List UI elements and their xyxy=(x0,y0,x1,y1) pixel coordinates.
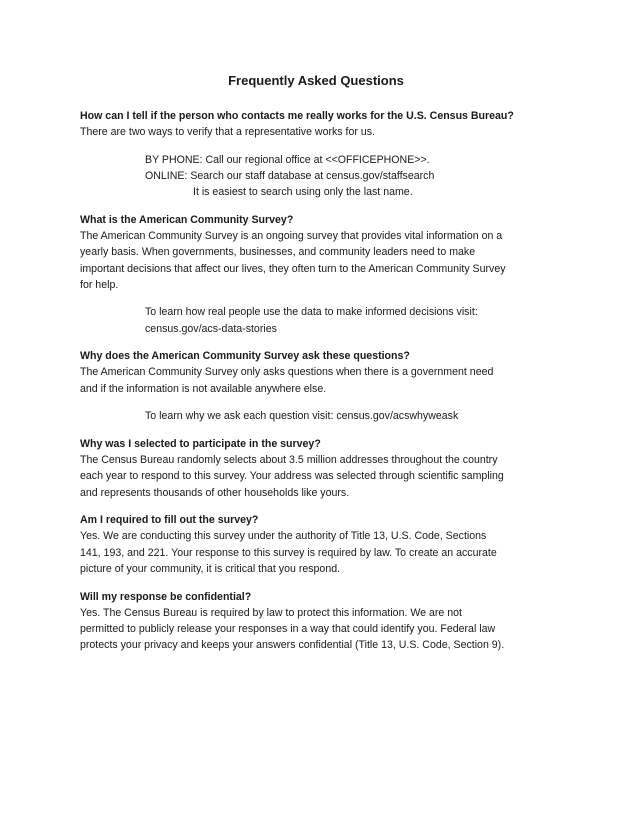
answer-line: each year to respond to this survey. Your address was selected through scientific sampling xyxy=(80,470,504,483)
question: Am I required to fill out the survey? xyxy=(80,514,259,527)
answer-line: The American Community Survey only asks questions when there is a government need xyxy=(80,366,494,379)
verify-methods xyxy=(80,152,560,201)
question: Will my response be confidential? xyxy=(80,590,252,603)
faq-item-why-questions xyxy=(80,348,560,397)
faq-item-what-is-acs xyxy=(80,212,560,293)
faq-content xyxy=(80,108,560,653)
answer-line: yearly basis. When governments, businesses, and community leaders need to make xyxy=(80,246,476,259)
answer-line: Yes. We are conducting this survey under the authority of Title 13, U.S. Code, Sections xyxy=(80,530,487,543)
answer-line: There are two ways to verify that a representative works for us. xyxy=(80,126,375,139)
answer-line: picture of your community, it is critical that you respond. xyxy=(80,562,341,575)
question: Why does the American Community Survey ask these questions? xyxy=(80,350,410,363)
answer-line: and represents thousands of other households like yours. xyxy=(80,486,350,499)
data-stories-note xyxy=(80,304,560,336)
answer-line: Yes. The Census Bureau is required by law to protect this information. We are not xyxy=(80,606,462,619)
answer-line: protects your privacy and keeps your answers confidential (Title 13, U.S. Code, Section 9). xyxy=(80,639,505,652)
answer-line: permitted to publicly release your responses in a way that could identify you. Federal law xyxy=(80,622,496,635)
why-we-ask-link[interactable]: To learn why we ask each question visit: census.gov/acswhyweask xyxy=(145,410,459,423)
search-tip: It is easiest to search using only the last name. xyxy=(193,186,413,199)
note-line: To learn how real people use the data to make informed decisions visit: xyxy=(145,306,478,319)
question: What is the American Community Survey? xyxy=(80,213,294,226)
answer-line: 141, 193, and 221. Your response to this survey is required by law. To create an accurate xyxy=(80,546,497,559)
answer-line: for help. xyxy=(80,278,119,291)
page-title: Frequently Asked Questions xyxy=(228,73,404,88)
online-method: ONLINE: Search our staff database at census.gov/staffsearch xyxy=(145,170,435,183)
phone-method: BY PHONE: Call our regional office at <<OFFICEPHONE>>. xyxy=(145,153,430,166)
answer-line: important decisions that affect our lives, they often turn to the American Community Survey xyxy=(80,262,506,275)
why-we-ask-note xyxy=(80,408,560,424)
answer-line: The Census Bureau randomly selects about 3.5 million addresses throughout the country xyxy=(80,454,498,467)
answer-line: The American Community Survey is an ongoing survey that provides vital information on a xyxy=(80,230,503,243)
faq-item-confidential xyxy=(80,589,560,654)
faq-item-why-selected xyxy=(80,436,560,501)
answer-line: and if the information is not available anywhere else. xyxy=(80,382,327,395)
data-stories-link[interactable]: census.gov/acs-data-stories xyxy=(145,322,277,335)
faq-item-required xyxy=(80,512,560,577)
question: How can I tell if the person who contacts me really works for the U.S. Census Bureau? xyxy=(80,110,514,122)
faq-item-verify xyxy=(80,108,560,140)
question: Why was I selected to participate in the survey? xyxy=(80,438,321,450)
